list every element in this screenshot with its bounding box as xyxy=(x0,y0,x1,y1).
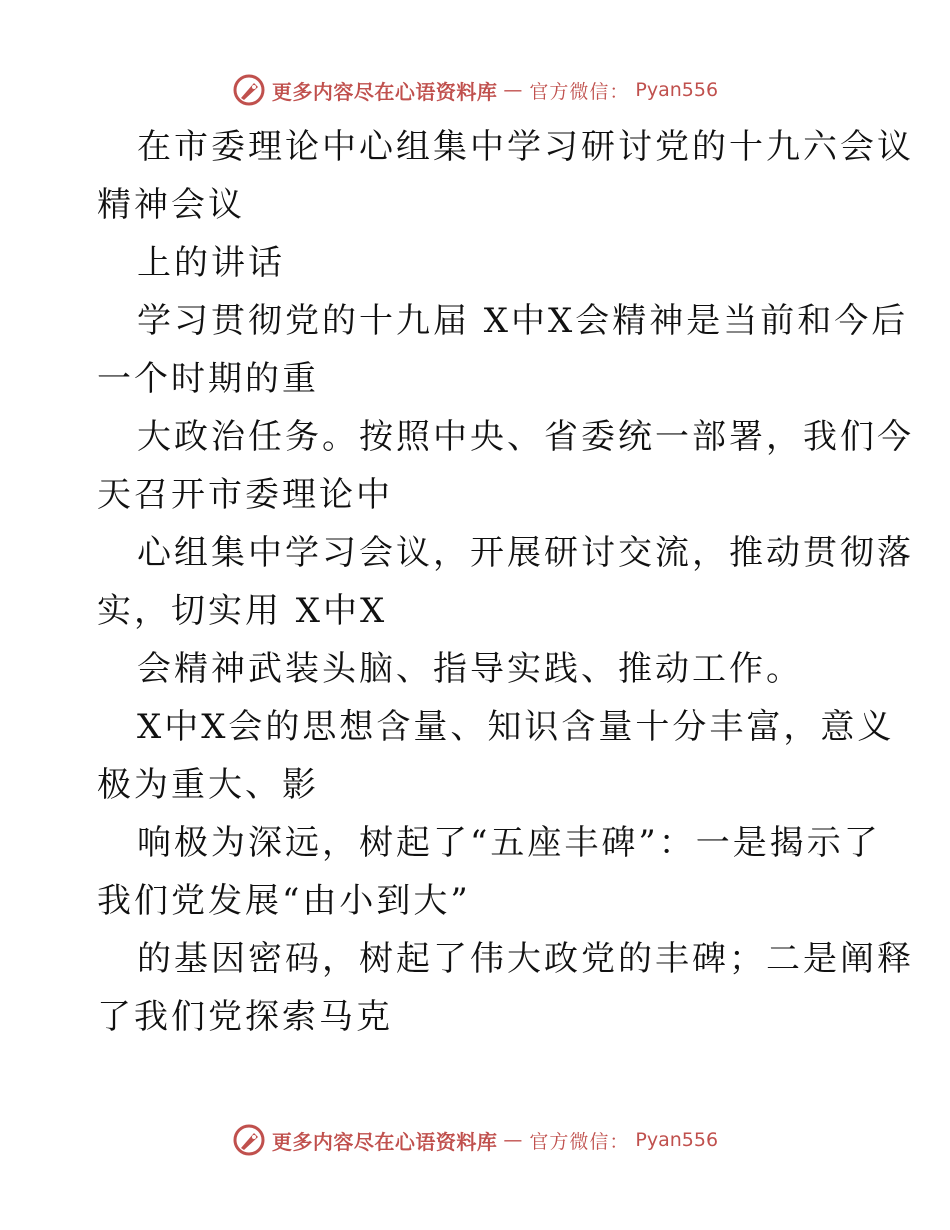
banner-account-id: Pyan556 xyxy=(635,1129,719,1151)
text-line: 上的讲话 xyxy=(137,243,285,283)
document-body xyxy=(97,118,914,1046)
text-line: 实，切实用 X中X xyxy=(97,591,388,631)
text-line: 会精神武装头脑、指导实践、推动工作。 xyxy=(137,649,803,689)
header-banner xyxy=(0,70,950,110)
text-line: 响极为深远，树起了“五座丰碑”：一是揭示了 xyxy=(137,823,881,863)
footer-banner xyxy=(0,1120,950,1160)
text-line: 天召开市委理论中 xyxy=(97,475,393,515)
text-line: 心组集中学习会议，开展研讨交流，推动贯彻落 xyxy=(137,533,914,573)
pen-nib-logo-icon xyxy=(232,73,266,107)
text-line: X中X会的思想含量、知识含量十分丰富，意义 xyxy=(137,707,895,747)
pen-nib-logo-icon xyxy=(232,1123,266,1157)
text-line: 学习贯彻党的十九届 X中X会精神是当前和今后 xyxy=(137,301,909,341)
banner-site-text: 更多内容尽在心语资料库 xyxy=(271,1129,498,1154)
text-line: 精神会议 xyxy=(97,185,245,225)
banner-dash: — xyxy=(503,79,524,101)
text-line: 我们党发展“由小到大” xyxy=(97,881,471,921)
banner-site-text: 更多内容尽在心语资料库 xyxy=(271,79,498,104)
text-line: 大政治任务。按照中央、省委统一部署，我们今 xyxy=(137,417,914,457)
banner-channel-label: 官方微信： xyxy=(529,80,630,103)
banner-dash: — xyxy=(503,1129,524,1151)
text-line: 了我们党探索马克 xyxy=(97,997,393,1037)
text-line: 的基因密码，树起了伟大政党的丰碑；二是阐释 xyxy=(137,939,914,979)
text-line: 极为重大、影 xyxy=(97,765,319,805)
banner-channel-label: 官方微信： xyxy=(529,1130,630,1153)
text-line: 一个时期的重 xyxy=(97,359,319,399)
banner-account-id: Pyan556 xyxy=(635,79,719,101)
text-line: 在市委理论中心组集中学习研讨党的十九六会议 xyxy=(137,127,914,167)
